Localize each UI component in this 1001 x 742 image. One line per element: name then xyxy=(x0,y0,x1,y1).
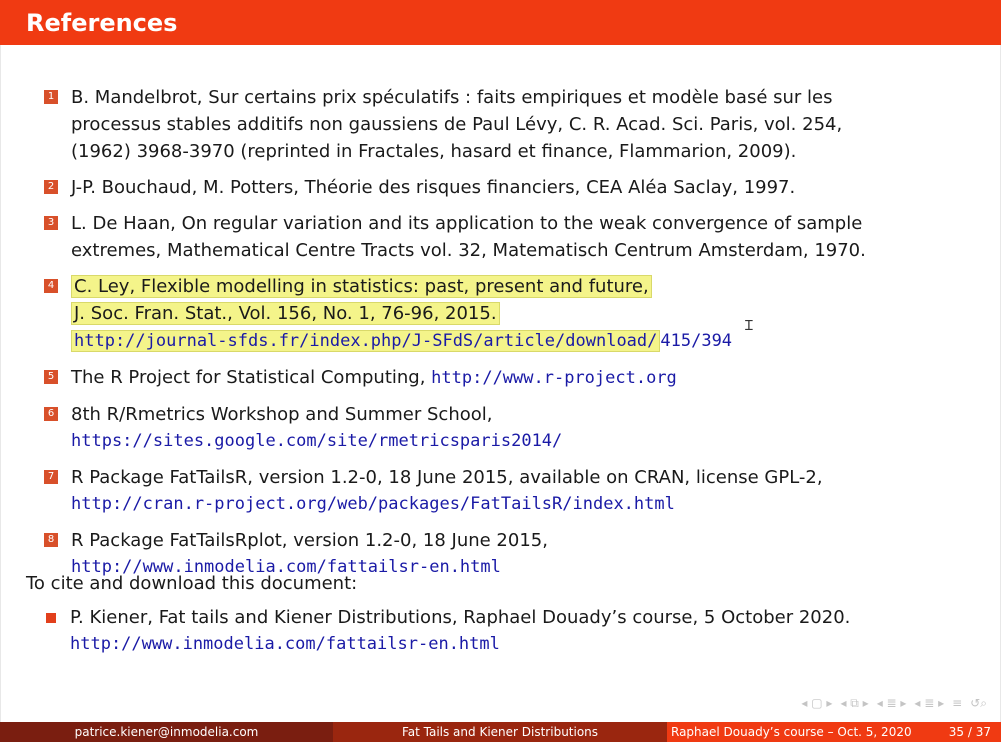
bullet-icon xyxy=(46,613,56,623)
slide-footer xyxy=(0,722,1001,742)
cite-link[interactable]: http://www.inmodelia.com/fattailsr-en.html xyxy=(70,634,500,654)
reference-number: 7 xyxy=(44,470,58,484)
reference-text: J-P. Bouchaud, M. Potters, Théorie des risques financiers, CEA Aléa Saclay, 1997. xyxy=(71,177,796,198)
footer-email: patrice.kiener@inmodelia.com xyxy=(0,722,333,742)
nav-search-icon[interactable]: ↺⌕ xyxy=(970,696,987,710)
nav-section-icon[interactable]: ◂ ≣ ▸ xyxy=(876,696,907,710)
nav-toc-icon[interactable]: ≡ xyxy=(952,696,963,710)
footer-title: Fat Tails and Kiener Distributions xyxy=(333,722,667,742)
reference-item xyxy=(44,174,964,201)
nav-frame-icon[interactable]: ◂ ⧉ ▸ xyxy=(840,696,869,710)
reference-number: 5 xyxy=(44,370,58,384)
reference-text: (1962) 3968-3970 (reprinted in Fractales, hasard et finance, Flammarion, 2009). xyxy=(71,141,797,162)
reference-text: R Package FatTailsRplot, version 1.2-0, 18 June 2015, xyxy=(71,530,548,551)
footer-course: Raphael Douady’s course – Oct. 5, 2020 xyxy=(671,725,912,739)
reference-text: L. De Haan, On regular variation and its application to the weak convergence of sample xyxy=(71,213,863,234)
cite-text: P. Kiener, Fat tails and Kiener Distributions, Raphael Douady’s course, 5 October 2020. xyxy=(70,607,851,628)
reference-item xyxy=(44,273,964,355)
reference-link[interactable]: https://sites.google.com/site/rmetricsparis2014/ xyxy=(71,431,563,451)
reference-number: 8 xyxy=(44,533,58,547)
footer-course-cell xyxy=(667,722,1001,742)
reference-number: 4 xyxy=(44,279,58,293)
reference-number: 2 xyxy=(44,180,58,194)
nav-subsection-icon[interactable]: ◂ ≣ ▸ xyxy=(914,696,945,710)
cite-item xyxy=(46,604,850,658)
reference-text: processus stables additifs non gaussiens de Paul Lévy, C. R. Acad. Sci. Paris, vol. 254, xyxy=(71,114,843,135)
cite-heading: To cite and download this document: xyxy=(26,573,358,594)
reference-link[interactable]: http://www.r-project.org xyxy=(431,368,677,388)
reference-item xyxy=(44,364,964,392)
text-cursor-icon: Ɪ xyxy=(745,318,753,334)
reference-text: extremes, Mathematical Centre Tracts vol. 32, Matematisch Centrum Amsterdam, 1970. xyxy=(71,240,866,261)
reference-text: R Package FatTailsR, version 1.2-0, 18 June 2015, available on CRAN, license GPL-2, xyxy=(71,467,823,488)
reference-number: 6 xyxy=(44,407,58,421)
reference-link-rest[interactable]: 415/394 xyxy=(660,331,733,351)
beamer-navigation xyxy=(801,696,987,711)
reference-text: The R Project for Statistical Computing, xyxy=(71,367,432,388)
reference-link[interactable]: http://journal-sfds.fr/index.php/J-SFdS/article/download/ xyxy=(71,330,660,352)
reference-link[interactable]: http://www.inmodelia.com/fattailsr-en.html xyxy=(71,557,501,577)
slide-title: References xyxy=(26,8,178,37)
nav-first-icon[interactable]: ◂ ▢ ▸ xyxy=(801,696,833,710)
reference-item xyxy=(44,210,964,264)
reference-item xyxy=(44,401,964,455)
reference-text: 8th R/Rmetrics Workshop and Summer School, xyxy=(71,404,493,425)
reference-link[interactable]: http://cran.r-project.org/web/packages/FatTailsR/index.html xyxy=(71,494,675,514)
highlighted-text: J. Soc. Fran. Stat., Vol. 156, No. 1, 76-96, 2015. xyxy=(71,302,500,325)
reference-number: 3 xyxy=(44,216,58,230)
reference-text: B. Mandelbrot, Sur certains prix spéculatifs : faits empiriques et modèle basé sur les xyxy=(71,87,833,108)
highlighted-text: C. Ley, Flexible modelling in statistics: past, present and future, xyxy=(71,275,652,298)
reference-item xyxy=(44,84,964,165)
slide-header xyxy=(0,0,1001,45)
reference-number: 1 xyxy=(44,90,58,104)
reference-item xyxy=(44,464,964,518)
page-number: 35 / 37 xyxy=(948,725,991,739)
reference-list xyxy=(44,84,964,590)
